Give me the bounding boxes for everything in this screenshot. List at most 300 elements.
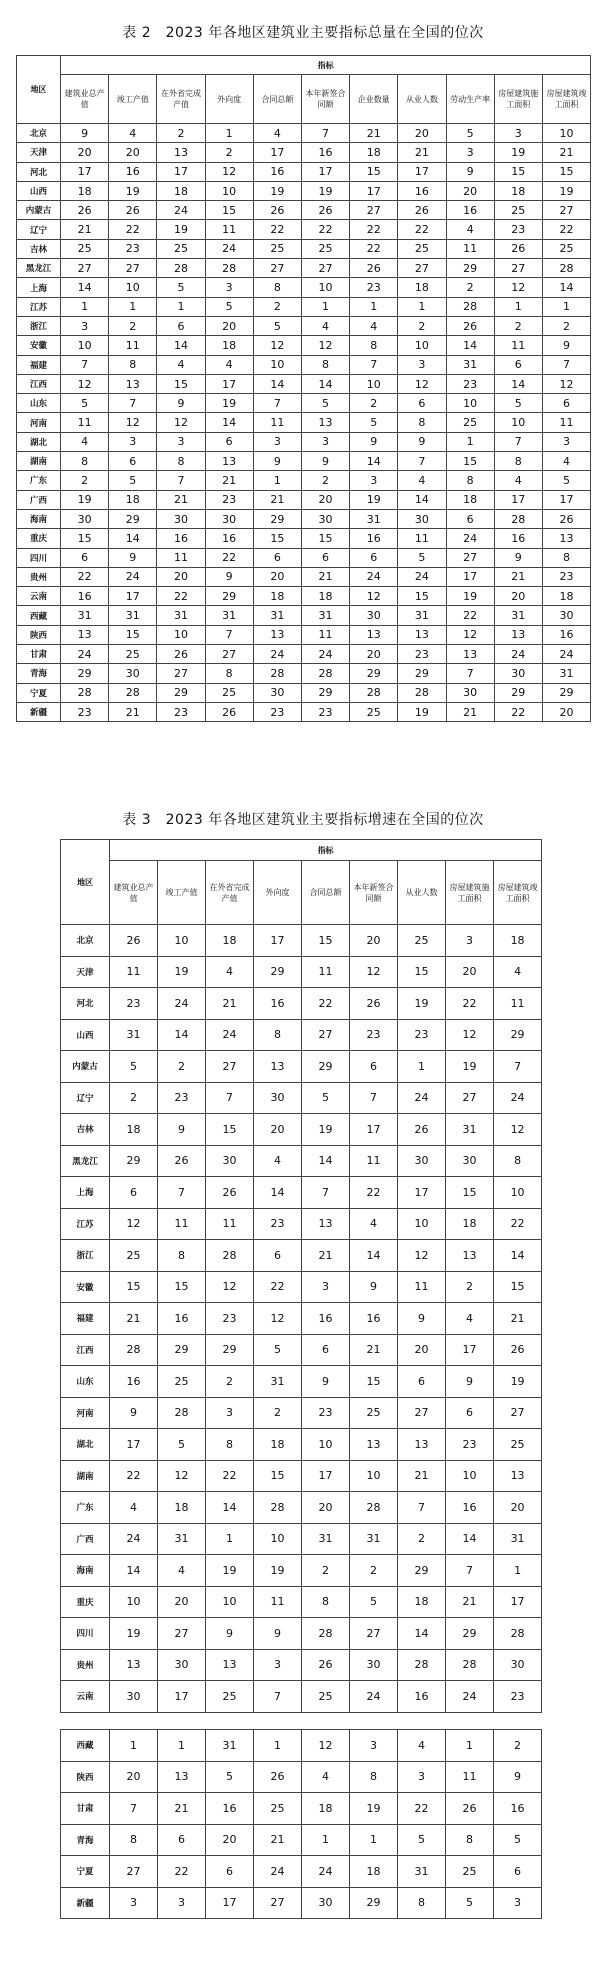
rank-cell: 5 <box>206 1761 254 1793</box>
column-header: 合同总额 <box>302 861 350 925</box>
rank-cell: 20 <box>157 567 205 586</box>
rank-cell: 31 <box>398 606 446 625</box>
rank-cell: 4 <box>350 316 398 335</box>
rank-cell: 23 <box>110 988 158 1020</box>
rank-cell: 4 <box>301 316 349 335</box>
rank-cell: 29 <box>494 1019 542 1051</box>
rank-cell: 15 <box>253 529 301 548</box>
rank-cell: 28 <box>158 1397 206 1429</box>
rank-cell: 8 <box>158 1240 206 1272</box>
rank-cell: 29 <box>398 664 446 683</box>
rank-cell: 12 <box>110 1208 158 1240</box>
rank-cell: 29 <box>398 1555 446 1587</box>
rank-cell: 14 <box>446 336 494 355</box>
table-row <box>61 1460 542 1492</box>
rank-cell: 30 <box>350 1649 398 1681</box>
rank-cell: 27 <box>446 1082 494 1114</box>
table-row <box>17 664 591 683</box>
region-name: 浙江 <box>17 316 61 335</box>
region-name: 新疆 <box>17 702 61 721</box>
rank-cell: 30 <box>205 509 253 528</box>
rank-cell: 11 <box>301 625 349 644</box>
rank-cell: 9 <box>206 1618 254 1650</box>
rank-cell: 21 <box>253 490 301 509</box>
rank-cell: 25 <box>398 925 446 957</box>
rank-cell: 8 <box>446 1824 494 1856</box>
rank-cell: 18 <box>350 143 398 162</box>
rank-cell: 25 <box>157 239 205 258</box>
rank-cell: 6 <box>398 1366 446 1398</box>
rank-cell: 10 <box>253 355 301 374</box>
rank-cell: 14 <box>109 529 157 548</box>
rank-cell: 27 <box>494 259 542 278</box>
rank-cell: 3 <box>398 1761 446 1793</box>
rank-cell: 8 <box>61 452 109 471</box>
rank-cell: 25 <box>254 1793 302 1825</box>
column-header: 在外省完成产值 <box>157 75 205 124</box>
rank-cell: 5 <box>301 394 349 413</box>
table-row <box>17 490 591 509</box>
rank-cell: 3 <box>398 355 446 374</box>
table-row <box>61 1730 542 1762</box>
rank-cell: 1 <box>350 297 398 316</box>
rank-cell: 18 <box>494 925 542 957</box>
rank-cell: 24 <box>301 645 349 664</box>
region-name: 江西 <box>17 374 61 393</box>
rank-cell: 12 <box>206 1271 254 1303</box>
table-row <box>17 587 591 606</box>
region-name: 上海 <box>17 278 61 297</box>
rank-cell: 9 <box>302 1366 350 1398</box>
rank-cell: 1 <box>446 432 494 451</box>
rank-cell: 1 <box>158 1730 206 1762</box>
rank-cell: 31 <box>350 509 398 528</box>
rank-cell: 31 <box>110 1019 158 1051</box>
rank-cell: 13 <box>302 1208 350 1240</box>
rank-cell: 17 <box>446 1334 494 1366</box>
rank-cell: 24 <box>494 645 542 664</box>
rank-cell: 27 <box>61 259 109 278</box>
rank-cell: 16 <box>494 1793 542 1825</box>
rank-cell: 23 <box>494 220 542 239</box>
table-row <box>17 374 591 393</box>
rank-cell: 30 <box>494 1649 542 1681</box>
rank-cell: 9 <box>254 1618 302 1650</box>
rank-cell: 19 <box>158 956 206 988</box>
table-row <box>17 259 591 278</box>
rank-cell: 22 <box>61 567 109 586</box>
rank-cell: 25 <box>206 1681 254 1713</box>
rank-cell: 10 <box>301 278 349 297</box>
rank-cell: 10 <box>110 1586 158 1618</box>
rank-cell: 7 <box>350 355 398 374</box>
rank-cell: 22 <box>205 548 253 567</box>
table-row <box>61 1586 542 1618</box>
rank-cell: 18 <box>542 587 590 606</box>
table-row <box>17 201 591 220</box>
table-row <box>61 1240 542 1272</box>
rank-cell: 18 <box>109 490 157 509</box>
rank-cell: 21 <box>205 471 253 490</box>
column-header: 从业人数 <box>398 75 446 124</box>
table-row <box>17 702 591 721</box>
rank-cell: 21 <box>110 1303 158 1335</box>
rank-cell: 31 <box>446 1114 494 1146</box>
table-row <box>17 529 591 548</box>
rank-cell: 7 <box>301 124 349 143</box>
rank-cell: 12 <box>61 374 109 393</box>
region-name: 浙江 <box>61 1240 110 1272</box>
rank-cell: 10 <box>494 1177 542 1209</box>
rank-cell: 14 <box>254 1177 302 1209</box>
rank-cell: 13 <box>110 1649 158 1681</box>
rank-cell: 26 <box>206 1177 254 1209</box>
rank-cell: 20 <box>205 316 253 335</box>
rank-cell: 4 <box>158 1555 206 1587</box>
column-header: 企业数量 <box>350 75 398 124</box>
column-header: 从业人数 <box>398 861 446 925</box>
rank-cell: 29 <box>350 664 398 683</box>
rank-cell: 29 <box>253 509 301 528</box>
table-row <box>61 1523 542 1555</box>
rank-cell: 28 <box>301 664 349 683</box>
table-row <box>61 1208 542 1240</box>
rank-cell: 15 <box>350 162 398 181</box>
rank-cell: 23 <box>61 702 109 721</box>
region-name: 吉林 <box>17 239 61 258</box>
rank-cell: 7 <box>302 1177 350 1209</box>
rank-cell: 6 <box>398 394 446 413</box>
rank-cell: 6 <box>158 1824 206 1856</box>
rank-cell: 30 <box>253 683 301 702</box>
rank-cell: 10 <box>446 394 494 413</box>
table-row <box>61 1082 542 1114</box>
rank-cell: 27 <box>110 1856 158 1888</box>
rank-cell: 1 <box>206 1523 254 1555</box>
rank-cell: 26 <box>350 259 398 278</box>
rank-cell: 24 <box>254 1856 302 1888</box>
rank-cell: 27 <box>158 1618 206 1650</box>
rank-cell: 6 <box>494 355 542 374</box>
rank-cell: 16 <box>398 181 446 200</box>
rank-cell: 4 <box>61 432 109 451</box>
rank-cell: 30 <box>494 664 542 683</box>
rank-cell: 29 <box>110 1145 158 1177</box>
rank-cell: 12 <box>253 336 301 355</box>
rank-cell: 13 <box>109 374 157 393</box>
rank-cell: 22 <box>301 220 349 239</box>
rank-cell: 31 <box>542 664 590 683</box>
table3-continued <box>60 1729 542 1919</box>
rank-cell: 10 <box>446 1460 494 1492</box>
rank-cell: 9 <box>398 432 446 451</box>
region-name: 江苏 <box>17 297 61 316</box>
rank-cell: 19 <box>350 1793 398 1825</box>
rank-cell: 13 <box>446 645 494 664</box>
region-header: 地区 <box>17 56 61 124</box>
rank-cell: 7 <box>253 394 301 413</box>
region-name: 上海 <box>61 1177 110 1209</box>
rank-cell: 5 <box>446 124 494 143</box>
rank-cell: 3 <box>494 1887 542 1919</box>
rank-cell: 6 <box>350 548 398 567</box>
rank-cell: 9 <box>350 1271 398 1303</box>
rank-cell: 26 <box>446 316 494 335</box>
rank-cell: 22 <box>109 220 157 239</box>
rank-cell: 12 <box>158 1460 206 1492</box>
rank-cell: 20 <box>110 1761 158 1793</box>
rank-cell: 15 <box>302 925 350 957</box>
rank-cell: 1 <box>205 124 253 143</box>
rank-cell: 13 <box>254 1051 302 1083</box>
rank-cell: 19 <box>254 1555 302 1587</box>
rank-cell: 29 <box>206 1334 254 1366</box>
rank-cell: 19 <box>542 181 590 200</box>
rank-cell: 30 <box>446 683 494 702</box>
rank-cell: 12 <box>398 374 446 393</box>
rank-cell: 14 <box>446 1523 494 1555</box>
table-row <box>61 1303 542 1335</box>
rank-cell: 26 <box>446 1793 494 1825</box>
rank-cell: 10 <box>205 181 253 200</box>
rank-cell: 11 <box>446 239 494 258</box>
rank-cell: 8 <box>254 1019 302 1051</box>
rank-cell: 14 <box>301 374 349 393</box>
rank-cell: 23 <box>206 1303 254 1335</box>
region-name: 广东 <box>17 471 61 490</box>
rank-cell: 20 <box>253 567 301 586</box>
rank-cell: 6 <box>254 1240 302 1272</box>
rank-cell: 4 <box>302 1761 350 1793</box>
table-row <box>61 1114 542 1146</box>
rank-cell: 22 <box>398 220 446 239</box>
region-name: 北京 <box>61 925 110 957</box>
rank-cell: 17 <box>494 490 542 509</box>
rank-cell: 15 <box>206 1114 254 1146</box>
rank-cell: 19 <box>494 1366 542 1398</box>
rank-cell: 3 <box>157 432 205 451</box>
rank-cell: 30 <box>61 509 109 528</box>
rank-cell: 28 <box>206 1240 254 1272</box>
table-row <box>17 625 591 644</box>
rank-cell: 1 <box>254 1730 302 1762</box>
rank-cell: 11 <box>61 413 109 432</box>
rank-cell: 23 <box>158 1082 206 1114</box>
rank-cell: 20 <box>446 181 494 200</box>
rank-cell: 11 <box>158 1208 206 1240</box>
rank-cell: 18 <box>110 1114 158 1146</box>
rank-cell: 11 <box>350 1145 398 1177</box>
rank-cell: 27 <box>350 1618 398 1650</box>
region-name: 安徽 <box>17 336 61 355</box>
column-header: 房屋建筑竣工面积 <box>494 861 542 925</box>
region-name: 宁夏 <box>61 1856 110 1888</box>
region-name: 山西 <box>61 1019 110 1051</box>
rank-cell: 8 <box>302 1586 350 1618</box>
table-row <box>17 124 591 143</box>
rank-cell: 29 <box>542 683 590 702</box>
rank-cell: 22 <box>542 220 590 239</box>
rank-cell: 1 <box>398 1051 446 1083</box>
rank-cell: 10 <box>302 1429 350 1461</box>
rank-cell: 5 <box>61 394 109 413</box>
rank-cell: 5 <box>542 471 590 490</box>
rank-cell: 15 <box>158 1271 206 1303</box>
rank-cell: 8 <box>350 336 398 355</box>
region-name: 北京 <box>17 124 61 143</box>
rank-cell: 9 <box>446 162 494 181</box>
rank-cell: 4 <box>494 471 542 490</box>
table-row <box>61 1397 542 1429</box>
rank-cell: 4 <box>109 124 157 143</box>
rank-cell: 11 <box>109 336 157 355</box>
rank-cell: 29 <box>301 683 349 702</box>
rank-cell: 18 <box>446 490 494 509</box>
rank-cell: 23 <box>494 1681 542 1713</box>
table-row <box>61 1366 542 1398</box>
rank-cell: 24 <box>350 567 398 586</box>
rank-cell: 29 <box>205 587 253 606</box>
rank-cell: 19 <box>253 181 301 200</box>
rank-cell: 5 <box>350 413 398 432</box>
rank-cell: 31 <box>301 606 349 625</box>
rank-cell: 3 <box>158 1887 206 1919</box>
rank-cell: 27 <box>206 1051 254 1083</box>
rank-cell: 7 <box>494 1051 542 1083</box>
rank-cell: 17 <box>158 1681 206 1713</box>
rank-cell: 15 <box>398 587 446 606</box>
rank-cell: 9 <box>494 1761 542 1793</box>
rank-cell: 25 <box>301 239 349 258</box>
rank-cell: 18 <box>301 587 349 606</box>
rank-cell: 9 <box>398 1303 446 1335</box>
rank-cell: 23 <box>350 1019 398 1051</box>
rank-cell: 3 <box>301 432 349 451</box>
rank-cell: 24 <box>206 1019 254 1051</box>
rank-cell: 3 <box>350 1730 398 1762</box>
rank-cell: 17 <box>205 374 253 393</box>
rank-cell: 21 <box>350 124 398 143</box>
rank-cell: 5 <box>110 1051 158 1083</box>
rank-cell: 11 <box>302 956 350 988</box>
rank-cell: 7 <box>157 471 205 490</box>
rank-cell: 11 <box>494 336 542 355</box>
rank-cell: 9 <box>350 432 398 451</box>
rank-cell: 8 <box>494 1145 542 1177</box>
region-name: 福建 <box>17 355 61 374</box>
rank-cell: 26 <box>205 702 253 721</box>
rank-cell: 19 <box>494 143 542 162</box>
rank-cell: 24 <box>398 1082 446 1114</box>
region-name: 重庆 <box>17 529 61 548</box>
rank-cell: 6 <box>350 1051 398 1083</box>
rank-cell: 22 <box>206 1460 254 1492</box>
rank-cell: 2 <box>398 1523 446 1555</box>
region-name: 四川 <box>61 1618 110 1650</box>
rank-cell: 9 <box>61 124 109 143</box>
rank-cell: 24 <box>446 1681 494 1713</box>
rank-cell: 5 <box>302 1082 350 1114</box>
column-header: 竣工产值 <box>158 861 206 925</box>
table3 <box>60 839 542 1713</box>
rank-cell: 25 <box>494 201 542 220</box>
rank-cell: 9 <box>301 452 349 471</box>
rank-cell: 28 <box>205 259 253 278</box>
rank-cell: 28 <box>61 683 109 702</box>
rank-cell: 12 <box>446 1019 494 1051</box>
rank-cell: 7 <box>446 1555 494 1587</box>
rank-cell: 3 <box>494 124 542 143</box>
rank-cell: 15 <box>446 452 494 471</box>
rank-cell: 30 <box>398 1145 446 1177</box>
rank-cell: 1 <box>301 297 349 316</box>
rank-cell: 2 <box>157 124 205 143</box>
rank-cell: 19 <box>205 394 253 413</box>
rank-cell: 7 <box>206 1082 254 1114</box>
rank-cell: 8 <box>110 1824 158 1856</box>
rank-cell: 22 <box>350 1177 398 1209</box>
rank-cell: 22 <box>110 1460 158 1492</box>
rank-cell: 20 <box>158 1586 206 1618</box>
column-header: 房屋建筑施工面积 <box>446 861 494 925</box>
rank-cell: 24 <box>158 988 206 1020</box>
rank-cell: 6 <box>253 548 301 567</box>
rank-cell: 17 <box>110 1429 158 1461</box>
rank-cell: 20 <box>254 1114 302 1146</box>
rank-cell: 12 <box>494 278 542 297</box>
rank-cell: 4 <box>253 124 301 143</box>
rank-cell: 13 <box>494 625 542 644</box>
rank-cell: 20 <box>61 143 109 162</box>
table-row <box>17 567 591 586</box>
rank-cell: 11 <box>542 413 590 432</box>
region-name: 辽宁 <box>17 220 61 239</box>
rank-cell: 26 <box>157 645 205 664</box>
rank-cell: 26 <box>398 1114 446 1146</box>
rank-cell: 17 <box>302 1460 350 1492</box>
rank-cell: 12 <box>157 413 205 432</box>
region-name: 海南 <box>61 1555 110 1587</box>
rank-cell: 1 <box>253 471 301 490</box>
rank-cell: 18 <box>205 336 253 355</box>
rank-cell: 16 <box>398 1681 446 1713</box>
rank-cell: 20 <box>542 702 590 721</box>
rank-cell: 14 <box>350 452 398 471</box>
column-header: 房屋建筑施工面积 <box>494 75 542 124</box>
rank-cell: 18 <box>494 181 542 200</box>
table-row <box>61 1824 542 1856</box>
rank-cell: 19 <box>398 988 446 1020</box>
table-row <box>61 1019 542 1051</box>
rank-cell: 20 <box>494 1492 542 1524</box>
rank-cell: 2 <box>109 316 157 335</box>
region-name: 重庆 <box>61 1586 110 1618</box>
table2 <box>16 55 591 722</box>
rank-cell: 25 <box>446 1856 494 1888</box>
rank-cell: 21 <box>109 702 157 721</box>
table-row <box>61 1429 542 1461</box>
group-header: 指标 <box>110 840 542 861</box>
region-name: 四川 <box>17 548 61 567</box>
rank-cell: 6 <box>61 548 109 567</box>
table-row <box>17 413 591 432</box>
rank-cell: 2 <box>350 394 398 413</box>
rank-cell: 7 <box>494 432 542 451</box>
rank-cell: 18 <box>350 1856 398 1888</box>
rank-cell: 16 <box>110 1366 158 1398</box>
rank-cell: 12 <box>301 336 349 355</box>
rank-cell: 14 <box>206 1492 254 1524</box>
